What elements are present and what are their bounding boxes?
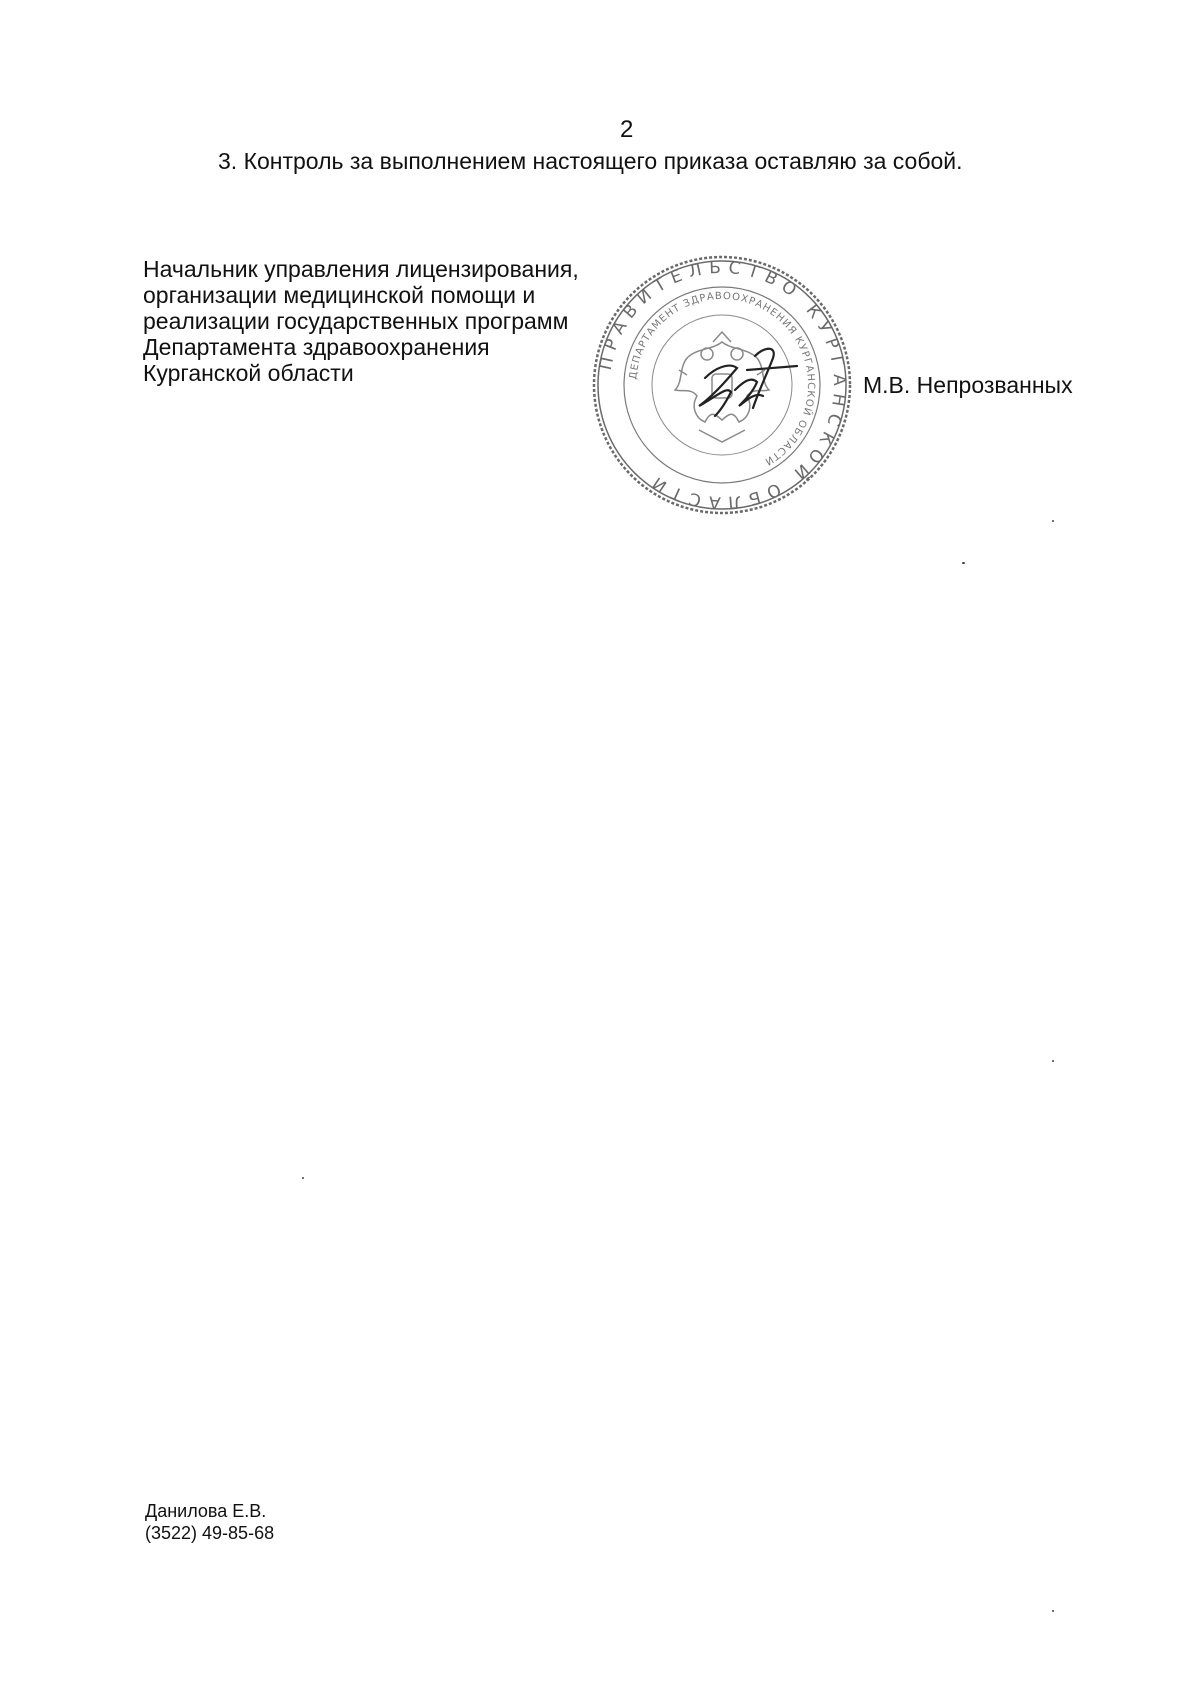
scan-speck [302,1177,304,1179]
position-line: Курганской области [143,360,354,386]
scan-speck [1052,1610,1054,1612]
scan-speck [1052,520,1054,522]
position-line: Начальник управления лицензирования, [143,256,579,282]
executor-phone: (3522) 49-85-68 [145,1523,275,1543]
official-seal [587,250,857,520]
seal-inner-text: ДЕПАРТАМЕНТ ЗДРАВООХРАНЕНИЯ КУРГАНСКОЙ ОБЛАСТИ [628,290,817,468]
signer-name: М.В. Непрозванных [863,372,1073,398]
position-line: реализации государственных программ [143,308,569,334]
handwritten-signature [699,349,797,416]
position-line: организации медицинской помощи и [143,282,536,308]
executor-name: Данилова Е.В. [145,1501,267,1521]
seal-outer-text: ПРАВИТЕЛЬСТВО КУРГАНСКОЙ ОБЛАСТИ [595,257,850,513]
control-paragraph: 3. Контроль за выполнением настоящего приказа оставляю за собой. [218,148,963,174]
page-number: 2 [620,116,634,143]
executor-block [145,1500,274,1544]
scan-speck [1052,1060,1054,1062]
seal-graphic [587,250,857,520]
scan-speck [962,562,965,564]
position-line: Департамента здравоохранения [143,334,490,360]
signatory-position [143,256,613,386]
